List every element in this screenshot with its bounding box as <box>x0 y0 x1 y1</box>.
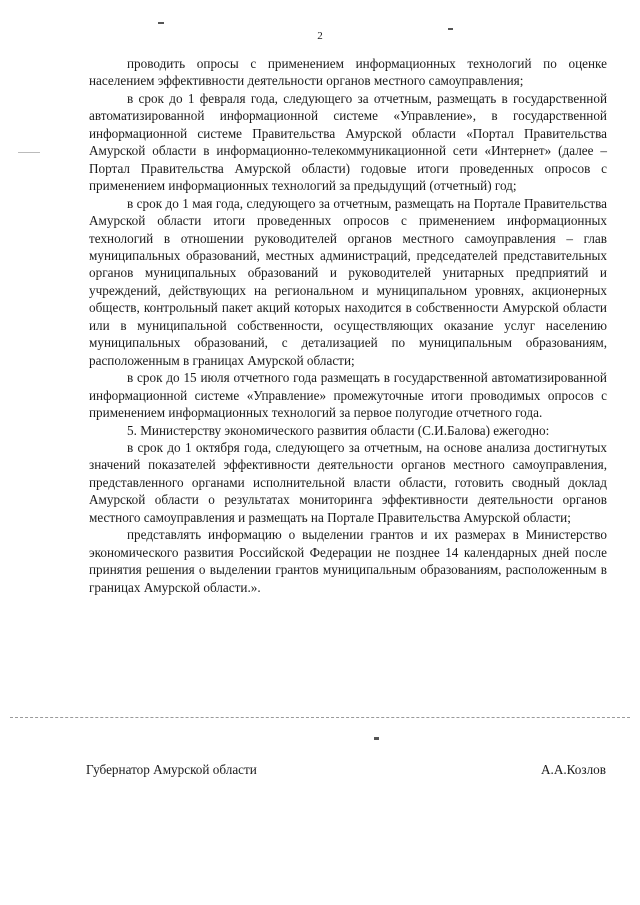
paragraph: в срок до 1 мая года, следующего за отчетным, размещать на Портале Правительства Амурской области итоги проведенных опросов с применением информационных технологий в отношении руководителей органов местного самоуправления – глав муниципальных образований, местных администраций, председателей представительных органов муниципальных образований и руководителей унитарных предприятий и учреждений, действующих на региональном и муниципальном уровнях, акционерных обществ, контрольный пакет акций которых находится в собственности Амурской области или в муниципальной собственности, осуществляющих оказание услуг населению муниципальных образований, с детализацией по муниципальным образованиям, расположенным в границах Амурской области; <box>89 195 607 368</box>
scan-speck <box>18 152 40 153</box>
scan-artifact-line <box>10 717 630 718</box>
page-number: 2 <box>317 30 323 42</box>
signatory-position: Губернатор Амурской области <box>86 762 257 777</box>
paragraph: в срок до 1 февраля года, следующего за отчетным, размещать в государственной автоматизированной информационной системе «Управление», в государственной информационной системе Правительства Амурской области «Портал Правительства Амурской области в информационно-телекоммуникационной сети «Интернет» (далее – Портал Правительства Амурской области) годовые итоги проведенных опросов с применением информационных технологий за предыдущий (отчетный) год; <box>89 90 607 194</box>
scan-speck <box>374 737 379 740</box>
paragraph: представлять информацию о выделении грантов и их размерах в Министерство экономического развития Российской Федерации не позднее 14 календарных дней после принятия решения о выделении грантов муниципальным образованиям, расположенным в границах Амурской области.». <box>89 527 607 595</box>
paragraph: в срок до 15 июля отчетного года размещать в государственной автоматизированной информационной системе «Управление» промежуточные итоги проводимых опросов с применением информационных технологий за первое полугодие отчетного года. <box>89 370 607 421</box>
paragraph: в срок до 1 октября года, следующего за отчетным, на основе анализа достигнутых значений показателей эффективности деятельности органов местного самоуправления, представленного органами исполнительной власти области, готовить сводный доклад Амурской области о результатах мониторинга эффективности деятельности органов местного самоуправления и размещать на Портале Правительства Амурской области; <box>89 439 607 525</box>
signature-block <box>86 762 606 778</box>
body-text <box>89 55 607 596</box>
scan-speck <box>158 22 164 24</box>
paragraph: 5. Министерству экономического развития области (С.И.Балова) ежегодно: <box>127 422 550 438</box>
signatory-name: А.А.Козлов <box>541 762 606 777</box>
paragraph: проводить опросы с применением информационных технологий по оценке населением эффективности деятельности органов местного самоуправления; <box>89 56 607 89</box>
